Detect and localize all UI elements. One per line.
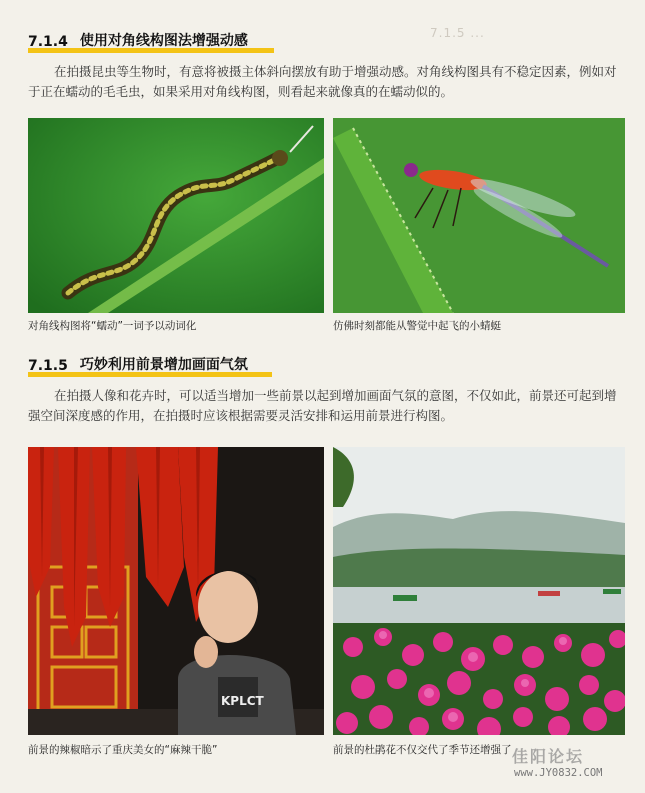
dragonfly-caption: 仿佛时刻都能从警觉中起飞的小蜻蜓 xyxy=(333,320,501,332)
dragonfly-photo xyxy=(333,118,625,313)
forum-watermark: 佳阳论坛 xyxy=(512,747,585,766)
azalea-lake-photo xyxy=(333,447,625,735)
section-number: 7.1.5 xyxy=(28,358,68,374)
shirt-text: KPLCT xyxy=(221,694,264,708)
section-heading-715 xyxy=(28,352,248,374)
bleed-through-text: 7.1.5 ... xyxy=(430,26,485,40)
section-title: 使用对角线构图法增强动感 xyxy=(79,33,248,49)
caterpillar-caption: 对角线构图将“蠕动”一词予以动词化 xyxy=(28,320,197,332)
section-paragraph: 在拍摄人像和花卉时，可以适当增加一些前景以起到增加画面气氛的意图，不仅如此，前景还可起到增强空间深度感的作用，在拍摄时应该根据需要灵活安排和运用前景进行构图。 xyxy=(28,388,617,423)
section-paragraph: 在拍摄昆虫等生物时，有意将被摄主体斜向摆放有助于增强动感。对角线构图具有不稳定因素，例如对于正在蠕动的毛毛虫，如果采用对角线构图，则看起来就像真的在蠕动似的。 xyxy=(28,64,617,99)
section-heading-714 xyxy=(28,28,248,50)
section-number: 7.1.4 xyxy=(28,34,68,50)
forum-url: www.JY0832.COM xyxy=(514,767,603,779)
portrait-photo xyxy=(28,447,324,735)
portrait-caption: 前景的辣椒暗示了重庆美女的“麻辣干脆” xyxy=(28,744,218,756)
azalea-caption: 前景的杜鹃花不仅交代了季节还增强了 xyxy=(333,744,512,756)
section-title: 巧妙利用前景增加画面气氛 xyxy=(79,357,248,373)
caterpillar-photo xyxy=(28,118,324,313)
